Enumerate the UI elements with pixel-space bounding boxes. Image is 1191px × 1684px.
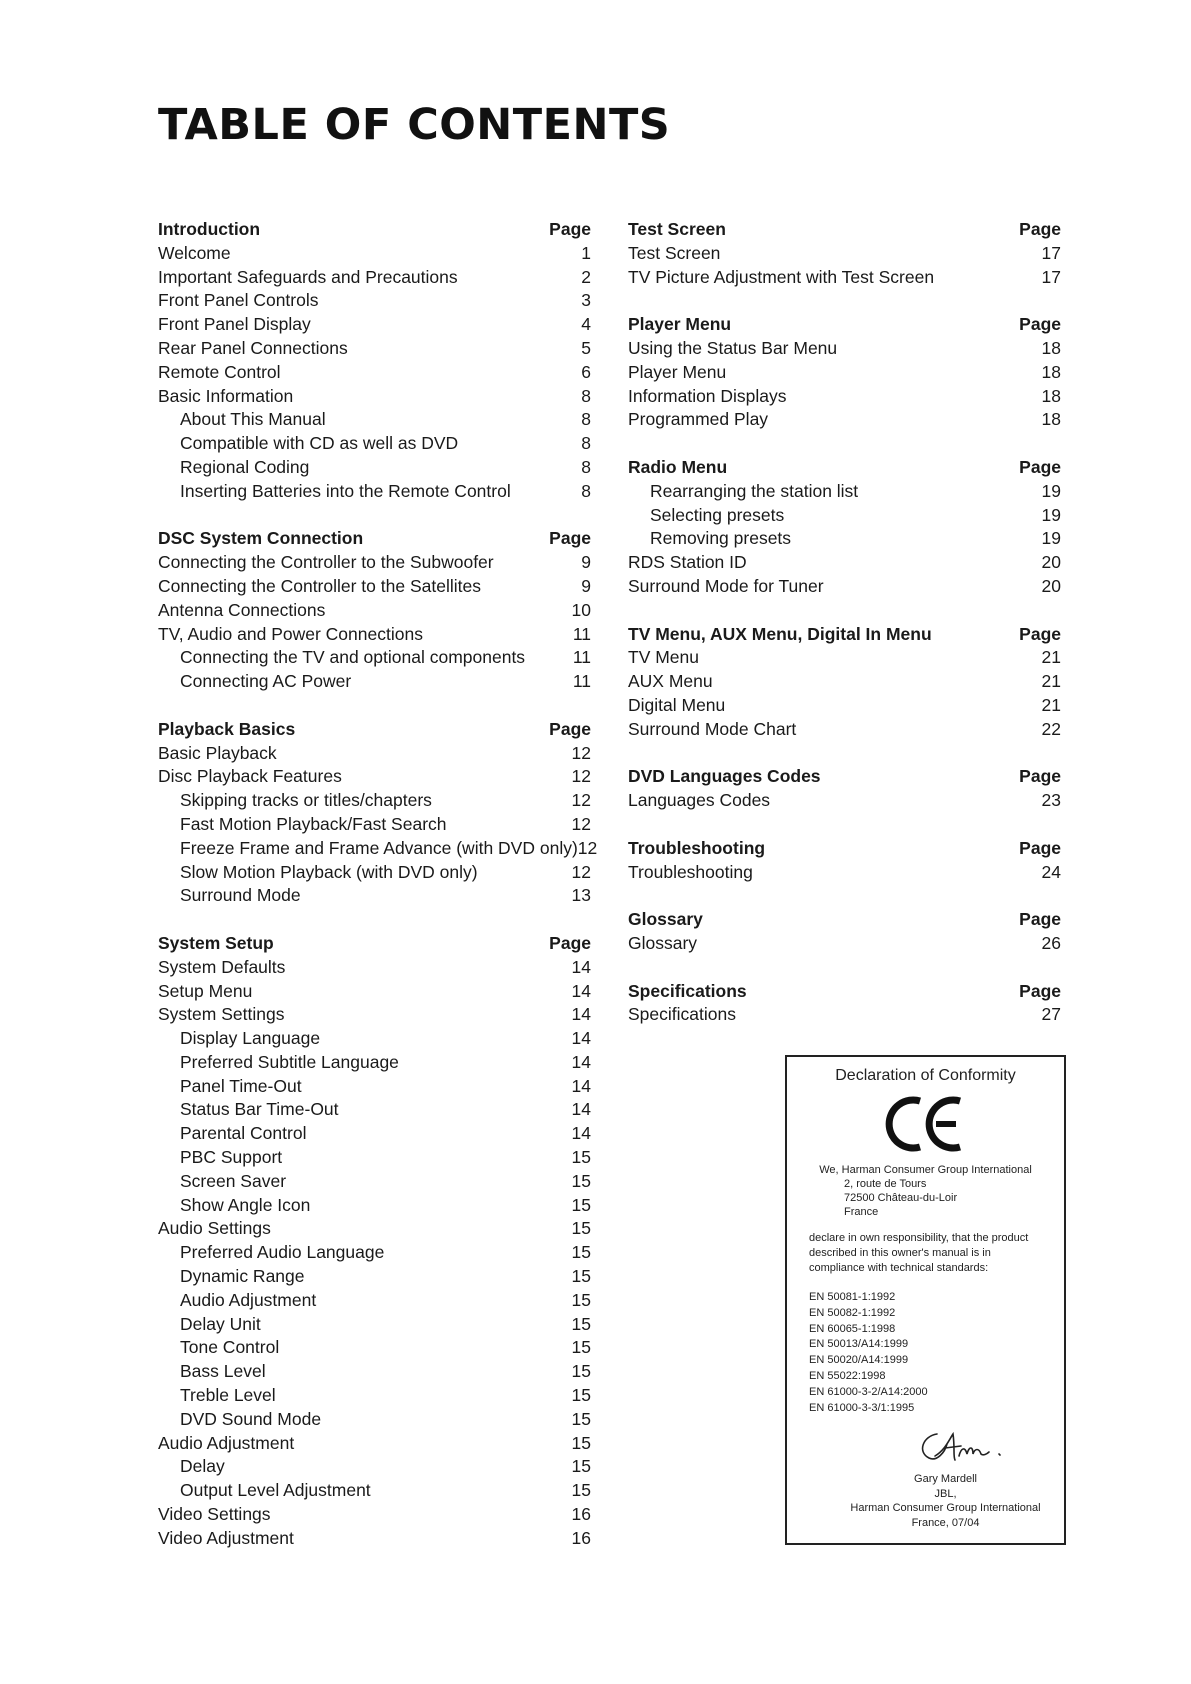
- toc-entry-label: Glossary: [628, 932, 698, 953]
- toc-entry: [628, 861, 1061, 885]
- toc-entry: [158, 1051, 591, 1075]
- toc-entry: [158, 1122, 591, 1146]
- toc-entry-label: Status Bar Time-Out: [180, 1099, 339, 1120]
- section-heading: [158, 527, 591, 551]
- toc-entry: [158, 884, 591, 908]
- toc-entry-page: 12: [571, 766, 591, 787]
- toc-entry-page: 9: [581, 575, 591, 596]
- toc-entry-page: 15: [571, 1361, 591, 1382]
- toc-entry-label: Parental Control: [180, 1123, 307, 1144]
- toc-entry-label: Delay Unit: [180, 1313, 261, 1334]
- toc-entry: [158, 1527, 591, 1551]
- section-heading-label: TV Menu, AUX Menu, Digital In Menu: [628, 623, 932, 644]
- toc-entry-label: Programmed Play: [628, 409, 769, 430]
- toc-entry: [158, 1027, 591, 1051]
- toc-entry-label: Selecting presets: [650, 504, 785, 525]
- section-heading-page: Page: [1019, 219, 1061, 239]
- toc-entry-page: 13: [571, 885, 591, 906]
- toc-entry-label: About This Manual: [180, 409, 326, 430]
- toc-section: [628, 980, 1061, 1028]
- section-heading-page: Page: [549, 528, 591, 549]
- toc-entry-label: Dynamic Range: [180, 1266, 305, 1287]
- toc-section: [628, 456, 1061, 599]
- toc-entry: [158, 1098, 591, 1122]
- toc-entry-page: 15: [571, 1385, 591, 1406]
- toc-entry: [158, 1313, 591, 1337]
- toc-entry-page: 8: [581, 456, 591, 477]
- toc-entry: [158, 1408, 591, 1432]
- toc-section: [628, 218, 1061, 289]
- toc-entry-page: 14: [571, 956, 591, 977]
- toc-entry-label: Video Settings: [158, 1504, 271, 1525]
- section-heading-label: Player Menu: [628, 314, 732, 335]
- toc-entry-label: Specifications: [628, 1004, 736, 1025]
- toc-entry-label: Inserting Batteries into the Remote Control: [180, 480, 511, 501]
- toc-entry: [158, 956, 591, 980]
- toc-entry-label: Fast Motion Playback/Fast Search: [180, 813, 447, 834]
- section-heading-label: System Setup: [158, 932, 274, 953]
- toc-entry-page: 23: [1041, 790, 1061, 811]
- toc-entry-label: Connecting AC Power: [180, 671, 352, 692]
- toc-entry-label: Connecting the Controller to the Satellites: [158, 575, 481, 596]
- toc-section: [158, 218, 591, 504]
- toc-entry-label: PBC Support: [180, 1147, 283, 1168]
- toc-entry: [158, 742, 591, 766]
- toc-section: [158, 718, 598, 908]
- section-heading-page: Page: [1019, 766, 1061, 787]
- toc-entry-page: 1: [581, 242, 591, 263]
- page-title: TABLE OF CONTENTS: [158, 100, 671, 150]
- toc-entry: [158, 1146, 591, 1170]
- toc-entry: [158, 1265, 591, 1289]
- toc-entry-label: AUX Menu: [628, 671, 713, 692]
- section-heading: [628, 623, 1061, 647]
- toc-entry: [158, 1217, 591, 1241]
- toc-entry: [628, 932, 1061, 956]
- section-heading-page: Page: [549, 718, 591, 739]
- toc-entry: [158, 1194, 591, 1218]
- toc-entry-label: Connecting the TV and optional components: [180, 647, 526, 668]
- toc-entry-label: Languages Codes: [628, 790, 771, 811]
- toc-entry: [158, 1075, 591, 1099]
- section-heading-label: Radio Menu: [628, 456, 728, 477]
- toc-entry-page: 15: [571, 1289, 591, 1310]
- standard-item: EN 60065-1:1998: [809, 1322, 896, 1335]
- toc-entry-page: 15: [571, 1194, 591, 1215]
- toc-entry: [158, 861, 591, 885]
- toc-entry-label: Remote Control: [158, 361, 281, 382]
- toc-entry-label: Video Adjustment: [158, 1527, 294, 1548]
- toc-entry-page: 16: [571, 1504, 591, 1525]
- signer-name: Gary Mardell: [914, 1473, 977, 1486]
- toc-entry-page: 15: [571, 1456, 591, 1477]
- toc-entry-page: 15: [571, 1266, 591, 1287]
- toc-entry-label: Rear Panel Connections: [158, 337, 348, 358]
- toc-entry-label: Audio Settings: [158, 1218, 271, 1239]
- section-heading-label: Glossary: [628, 909, 703, 930]
- toc-entry-page: 12: [577, 837, 598, 858]
- toc-entry-label: Using the Status Bar Menu: [628, 337, 838, 358]
- section-heading-label: Test Screen: [628, 219, 726, 239]
- toc-entry-page: 6: [581, 361, 591, 382]
- declaration-statement: declare in own responsibility, that the product described in this owner's manual is in compliance with technical standards:: [809, 1232, 1029, 1274]
- toc-entry-label: Basic Playback: [158, 742, 277, 763]
- toc-entry-page: 8: [581, 385, 591, 406]
- toc-left-column: [158, 218, 598, 1574]
- section-heading-label: DVD Languages Codes: [628, 766, 821, 787]
- toc-entry-page: 14: [571, 980, 591, 1001]
- toc-entry-label: Welcome: [158, 242, 231, 263]
- toc-entry-page: 15: [571, 1147, 591, 1168]
- toc-entry-page: 21: [1041, 671, 1061, 692]
- toc-entry-page: 4: [581, 314, 591, 335]
- manufacturer-address: [787, 1163, 1064, 1219]
- toc-entry: [628, 789, 1061, 813]
- section-heading: [628, 218, 1061, 242]
- address-line: 72500 Château-du-Loir: [844, 1192, 958, 1204]
- standard-item: EN 50081-1:1992: [809, 1291, 896, 1303]
- toc-entry-page: 27: [1041, 1004, 1061, 1025]
- toc-entry-page: 10: [571, 599, 591, 620]
- toc-entry-label: Digital Menu: [628, 694, 726, 715]
- section-heading-page: Page: [1019, 980, 1061, 1001]
- toc-entry-page: 8: [581, 409, 591, 430]
- toc-entry-page: 14: [571, 1099, 591, 1120]
- toc-entry-page: 17: [1041, 266, 1061, 287]
- toc-entry-label: Important Safeguards and Precautions: [158, 266, 458, 287]
- toc-entry-label: Audio Adjustment: [158, 1432, 295, 1453]
- toc-entry: [158, 1336, 591, 1360]
- standard-item: EN 55022:1998: [809, 1369, 886, 1382]
- toc-entry: [158, 289, 591, 313]
- toc-entry: [158, 813, 591, 837]
- toc-entry-page: 26: [1041, 932, 1061, 953]
- standards-list: [809, 1290, 1042, 1416]
- toc-entry-label: Display Language: [180, 1028, 321, 1049]
- section-heading-page: Page: [549, 932, 591, 953]
- address-line: France: [844, 1206, 879, 1218]
- toc-entry-label: Output Level Adjustment: [180, 1480, 371, 1501]
- toc-entry: [628, 527, 1061, 551]
- toc-entry-page: 18: [1041, 337, 1061, 358]
- standard-item: EN 61000-3-3/1:1995: [809, 1401, 915, 1414]
- toc-entry-page: 14: [571, 1075, 591, 1096]
- section-heading: [158, 218, 591, 242]
- section-heading-page: Page: [1019, 837, 1061, 858]
- address-line: We, Harman Consumer Group International: [819, 1164, 1032, 1176]
- toc-entry: [158, 361, 591, 385]
- toc-entry-page: 19: [1041, 480, 1061, 501]
- toc-entry-page: 21: [1041, 647, 1061, 668]
- toc-entry-label: Freeze Frame and Frame Advance (with DVD only): [180, 837, 578, 858]
- toc-entry-label: Setup Menu: [158, 980, 253, 1001]
- section-heading-label: DSC System Connection: [158, 528, 364, 549]
- toc-entry-page: 15: [571, 1242, 591, 1263]
- toc-entry-label: Disc Playback Features: [158, 766, 342, 787]
- signer-company: JBL,: [934, 1487, 957, 1500]
- toc-entry-page: 3: [581, 290, 591, 311]
- toc-entry-label: Slow Motion Playback (with DVD only): [180, 861, 478, 882]
- toc-entry-label: Connecting the Controller to the Subwoofer: [158, 552, 494, 573]
- section-heading: [628, 313, 1061, 337]
- toc-entry: [158, 1003, 591, 1027]
- toc-entry: [158, 1479, 591, 1503]
- toc-entry: [628, 718, 1061, 742]
- toc-entry-page: 18: [1041, 361, 1061, 382]
- section-heading-label: Playback Basics: [158, 718, 296, 739]
- section-heading-page: Page: [549, 219, 591, 239]
- toc-entry: [628, 646, 1061, 670]
- toc-entry-label: TV, Audio and Power Connections: [158, 623, 423, 644]
- toc-entry-page: 5: [581, 337, 591, 358]
- toc-entry-label: Show Angle Icon: [180, 1194, 311, 1215]
- toc-entry-page: 12: [571, 742, 591, 763]
- toc-entry-page: 15: [571, 1337, 591, 1358]
- toc-entry-label: RDS Station ID: [628, 552, 747, 573]
- toc-section: [628, 908, 1061, 956]
- toc-entry: [628, 408, 1061, 432]
- toc-entry: [158, 1384, 591, 1408]
- toc-entry: [158, 337, 591, 361]
- toc-entry-page: 15: [571, 1218, 591, 1239]
- toc-section: [628, 837, 1061, 885]
- toc-entry-page: 21: [1041, 694, 1061, 715]
- toc-entry-label: TV Menu: [628, 647, 699, 668]
- toc-section: [158, 932, 591, 1551]
- toc-entry: [158, 1241, 591, 1265]
- toc-entry: [628, 337, 1061, 361]
- toc-entry-page: 19: [1041, 528, 1061, 549]
- toc-entry-label: Preferred Audio Language: [180, 1242, 385, 1263]
- section-heading-page: Page: [1019, 909, 1061, 930]
- toc-entry-page: 20: [1041, 575, 1061, 596]
- toc-section: [628, 765, 1061, 813]
- toc-entry-page: 14: [571, 1123, 591, 1144]
- toc-entry-page: 15: [571, 1480, 591, 1501]
- toc-entry-label: Surround Mode for Tuner: [628, 575, 824, 596]
- toc-entry: [158, 1503, 591, 1527]
- toc-entry-page: 22: [1041, 718, 1061, 739]
- toc-entry: [628, 694, 1061, 718]
- toc-entry: [158, 575, 591, 599]
- toc-entry-page: 18: [1041, 409, 1061, 430]
- section-heading-label: Introduction: [158, 219, 261, 239]
- address-line: 2, route de Tours: [844, 1178, 927, 1190]
- toc-entry-label: Preferred Subtitle Language: [180, 1051, 399, 1072]
- section-heading: [628, 837, 1061, 861]
- section-heading-label: Specifications: [628, 980, 747, 1001]
- toc-entry-page: 9: [581, 552, 591, 573]
- toc-entry-label: Audio Adjustment: [180, 1289, 317, 1310]
- toc-entry-label: Treble Level: [180, 1385, 276, 1406]
- toc-entry: [158, 313, 591, 337]
- toc-entry-page: 12: [571, 813, 591, 834]
- section-heading: [158, 718, 591, 742]
- toc-entry-label: System Settings: [158, 1004, 285, 1025]
- section-heading-label: Troubleshooting: [628, 837, 766, 858]
- toc-entry-label: Surround Mode: [180, 885, 301, 906]
- toc-entry-page: 8: [581, 433, 591, 454]
- toc-entry: [158, 623, 591, 647]
- toc-entry: [158, 980, 591, 1004]
- toc-section: [158, 527, 591, 694]
- toc-entry-label: Front Panel Controls: [158, 290, 319, 311]
- signer-organization: Harman Consumer Group International: [850, 1502, 1041, 1515]
- signer-place-date: France, 07/04: [911, 1516, 980, 1529]
- toc-entry-page: 12: [571, 790, 591, 811]
- toc-entry-label: Rearranging the station list: [650, 480, 859, 501]
- toc-entry-page: 24: [1041, 861, 1061, 882]
- section-heading: [628, 765, 1061, 789]
- toc-entry: [158, 765, 591, 789]
- toc-entry: [628, 551, 1061, 575]
- toc-entry-page: 16: [571, 1527, 591, 1548]
- toc-entry-label: Antenna Connections: [158, 599, 326, 620]
- toc-entry: [158, 599, 591, 623]
- toc-entry-page: 14: [571, 1051, 591, 1072]
- section-heading: [628, 908, 1061, 932]
- toc-entry: [628, 361, 1061, 385]
- toc-entry-page: 2: [581, 266, 591, 287]
- toc-entry: [628, 385, 1061, 409]
- toc-entry: [158, 1360, 591, 1384]
- toc-entry-label: Bass Level: [180, 1361, 266, 1382]
- toc-entry-label: Delay: [180, 1456, 225, 1477]
- toc-entry: [158, 551, 591, 575]
- toc-entry: [628, 242, 1061, 266]
- toc-entry-label: Surround Mode Chart: [628, 718, 797, 739]
- toc-entry: [628, 504, 1061, 528]
- toc-entry-page: 11: [572, 671, 591, 692]
- toc-entry-page: 15: [571, 1408, 591, 1429]
- section-heading: [628, 456, 1061, 480]
- toc-entry-page: 14: [571, 1004, 591, 1025]
- standard-item: EN 50082-1:1992: [809, 1306, 896, 1319]
- section-heading-page: Page: [1019, 456, 1061, 477]
- toc-entry-label: Tone Control: [180, 1337, 280, 1358]
- toc-entry-page: 19: [1041, 504, 1061, 525]
- toc-entry-label: Screen Saver: [180, 1170, 287, 1191]
- declaration-of-conformity: [785, 1055, 1066, 1545]
- toc-entry-page: 15: [571, 1170, 591, 1191]
- toc-entry-page: 15: [571, 1313, 591, 1334]
- toc-entry: [628, 266, 1061, 290]
- toc-entry: [158, 1455, 591, 1479]
- toc-entry-label: Compatible with CD as well as DVD: [180, 433, 459, 454]
- toc-entry-page: 14: [571, 1028, 591, 1049]
- toc-entry: [628, 670, 1061, 694]
- toc-entry-label: TV Picture Adjustment with Test Screen: [628, 266, 935, 287]
- toc-entry: [628, 480, 1061, 504]
- toc-entry-label: Removing presets: [650, 528, 792, 549]
- toc-entry: [158, 432, 591, 456]
- declaration-title: Declaration of Conformity: [835, 1067, 1016, 1084]
- toc-entry: [158, 385, 591, 409]
- toc-entry-label: Regional Coding: [180, 456, 310, 477]
- toc-entry: [158, 1432, 591, 1456]
- ce-mark-icon: [884, 1093, 968, 1155]
- toc-entry: [628, 1003, 1061, 1027]
- toc-entry-label: Player Menu: [628, 361, 727, 382]
- toc-entry-label: Front Panel Display: [158, 314, 311, 335]
- toc-entry-page: 15: [571, 1432, 591, 1453]
- toc-entry: [158, 456, 591, 480]
- standard-item: EN 61000-3-2/A14:2000: [809, 1385, 928, 1398]
- toc-section: [628, 623, 1061, 742]
- toc-entry: [158, 408, 591, 432]
- toc-entry: [158, 1170, 591, 1194]
- signature-icon: [915, 1426, 1035, 1468]
- toc-entry: [158, 242, 591, 266]
- toc-entry: [158, 266, 591, 290]
- standard-item: EN 50013/A14:1999: [809, 1338, 909, 1351]
- toc-entry-label: System Defaults: [158, 956, 286, 977]
- toc-entry-page: 12: [571, 861, 591, 882]
- section-heading: [628, 980, 1061, 1004]
- toc-entry: [158, 1289, 591, 1313]
- toc-entry-label: Panel Time-Out: [180, 1075, 302, 1096]
- toc-entry-page: 11: [572, 647, 591, 668]
- toc-entry-label: Skipping tracks or titles/chapters: [180, 790, 432, 811]
- toc-entry-page: 20: [1041, 552, 1061, 573]
- toc-entry-label: Basic Information: [158, 385, 294, 406]
- toc-entry: [158, 646, 591, 670]
- toc-entry-label: DVD Sound Mode: [180, 1408, 322, 1429]
- toc-section: [628, 313, 1061, 432]
- toc-entry-label: Troubleshooting: [628, 861, 753, 882]
- signer-block: [787, 1472, 1064, 1530]
- toc-entry-page: 18: [1041, 385, 1061, 406]
- section-heading-page: Page: [1019, 314, 1061, 335]
- toc-entry-label: Test Screen: [628, 242, 721, 263]
- toc-entry: [158, 480, 591, 504]
- toc-entry: [158, 789, 591, 813]
- toc-entry-page: 8: [581, 480, 591, 501]
- toc-entry-page: 17: [1041, 242, 1061, 263]
- toc-entry: [628, 575, 1061, 599]
- toc-right-column: [628, 218, 1061, 1051]
- toc-entry-page: 11: [572, 623, 591, 644]
- standard-item: EN 50020/A14:1999: [809, 1354, 909, 1367]
- toc-entry-label: Information Displays: [628, 385, 787, 406]
- toc-entry: [158, 670, 591, 694]
- section-heading-page: Page: [1019, 623, 1061, 644]
- toc-entry: [158, 837, 598, 861]
- section-heading: [158, 932, 591, 956]
